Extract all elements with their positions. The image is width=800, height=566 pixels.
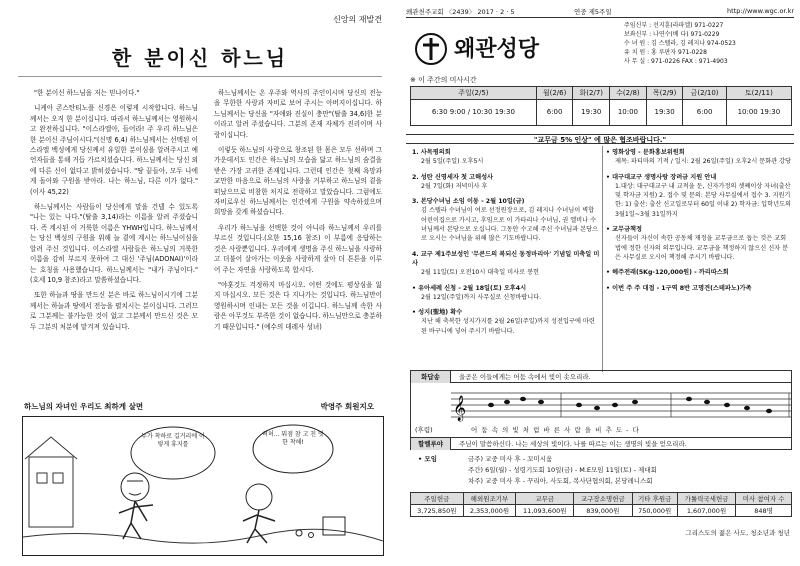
article-column-1 — [30, 88, 198, 388]
paragraph: 이렇듯 하느님의 사랑으로 창조된 한 몸은 모두 선하며 그 가운데서도 인간은 하느님의 모습을 닮고 하느님의 숨결을 받은 가장 고귀한 존재입니다. 그런데 인간은 첫째 욕망과 교만한 마음으로 하느님의 사랑을 거부하고 하느님의 곁을 떠났으므로 비참한 처지로 전락하고 말았습니다. 그럼에도 자비로우신 하느님께서는 인간에게 구원을 약속하셨으며 희망을 갖게 하셨습니다. — [214, 146, 382, 217]
cartoon-title: 하느님의 자녀인 우리도 최하게 살면 — [24, 402, 144, 411]
schedule-header: 주일(2/5) — [411, 87, 537, 100]
info-line: 유 치 원 : 홍 루판자 971-0228 — [624, 49, 707, 56]
news-item: • 이번 주 주 대접 - 1구역 8반 고명견(스테파노)가족 — [606, 284, 752, 292]
offering-value: 1,607,000원 — [677, 505, 735, 517]
schedule-cell: 19:30 — [646, 100, 683, 126]
masthead-bar — [406, 6, 794, 18]
schedule-cell: 19:30 — [573, 100, 610, 126]
offering-value: 839,000원 — [574, 505, 632, 517]
alleluia-label: 할렐루야 — [411, 438, 451, 450]
news-item: 3. 본당수녀님 소임 이동 - 2월 10일(금) 김 스텔라 수녀님이 여로 선정원장으로, 김 레지나 수녀님이 벽합어린이집으로 가시고, 후임으로 이 가타리나 수녀님, 권 엘비나 수녀님께서 본당으로 오십니다. 그동안 수고해 주신 수녀님과 본당으로 오시는 수녀님을 위해 많은 기도바랍니다. — [412, 198, 599, 243]
psalm-text: 울곧은 이들에게는 어둠 속에서 빛이 솟으리라. — [459, 373, 591, 381]
offering-value: 2,353,000원 — [463, 505, 516, 517]
offering-value: 3,725,850원 — [411, 505, 464, 517]
info-line: 사 무 실 : 971-0226 FAX : 971-4903 — [624, 58, 728, 65]
mass-schedule-table — [410, 86, 792, 126]
contact-info — [624, 21, 794, 66]
offering-value: 848명 — [736, 505, 792, 517]
news-item: 4. 교구 제1주보성인 '무콘드의 복되신 동정마리아' 기념일 미축일 미사 2월 11일(토) 오전10시 대축일 미사로 봉헌 — [412, 250, 600, 277]
schedule-cell: 6:00 — [536, 100, 573, 126]
meeting-row: 주간) 6일(월) - 성령기도회 10일(금) - M.E모임 11일(토) - 제대회 — [468, 466, 657, 474]
schedule-label: ※ 이 주간의 미사시간 — [410, 76, 477, 84]
offering-header: 미사 참여자 수 — [736, 493, 792, 505]
paragraph: 하느님께서는 사람들이 당신에게 말을 건넬 수 있도록 "나는 있는 나다."(탈출 3,14)라는 이름을 알려 주셨습니다. 즉 계시된 이 거룩한 이름은 YHWH입니다. 하느님께서는 당신 백성의 구원을 위해 늘 곁에 계시는 하느님이심을 알려 주신 것입니다. 이스라엘 사람들은 하느님의 거룩한 이름을 감히 부르지 못하여 그 대신 '주님(ADONAI)'이라는 호칭을 사용했습니다. 하느님께서는 "내가 주님이다."(호세 10,9 참조)라고 말씀하셨습니다. — [30, 203, 198, 284]
offering-header: 교무금 — [516, 493, 574, 505]
offering-header: 교구장소명헌금 — [574, 493, 632, 505]
cartoon-header — [16, 400, 388, 414]
paragraph: 하느님께서는 온 우주와 역사의 주인이시며 당신의 전능을 무한한 사랑과 자비로 보여 주시는 아버지이십니다. 하느님께서는 당신을 "자애와 진실이 충만"(탈출 34,6)한 분이라고 알려 주셨습니다. 그분의 존재 자체가 진리이며 사랑이십니다. — [214, 89, 382, 139]
news-item: 2. 성탄 신영세자 첫 고해성사 2월 7일(화) 저녁미사 후 — [412, 173, 494, 190]
church-name: 왜관성당 — [454, 37, 540, 62]
offering-value: 11,093,600원 — [516, 505, 574, 517]
offering-header: 기타 후원금 — [632, 493, 677, 505]
schedule-header: 목(2/9) — [646, 87, 683, 100]
meetings-label: • 모임 — [418, 455, 437, 463]
article-title: 한 분이신 하느님 — [111, 46, 289, 70]
article-column-2 — [214, 88, 382, 388]
news-item: • 영화상영 - 문화홍보위원회 제목: 파티마의 기적 / 일시: 2월 26일(주일) 오후2시 문화관 강당 — [606, 149, 792, 166]
news-item: • 헤주전래(5Kg-120,000원) - 까리따스회 — [606, 269, 729, 277]
paragraph: 우리가 하느님을 선택한 것이 아니라 하느님께서 우리를 부르신 것입니다.(요한 15,16 참조) 이 부름에 응답하는 것은 사랑뿐입니다. 우리에게 생명을 주신 하느님을 사랑하고 더불어 살아가는 이웃을 사랑하게 살아 더 튼튼을 이루어 주는 자연을 사랑하도록 합시다. — [214, 223, 382, 274]
left-page — [8, 8, 392, 560]
refrain-mark: (후렴) — [415, 426, 433, 434]
schedule-header: 화(2/7) — [573, 87, 610, 100]
liturgical-day: 연중 제5주일 — [574, 8, 612, 16]
schedule-cell: 10:00 — [610, 100, 647, 126]
news-column-left — [412, 148, 600, 368]
lyrics: 어 둠 속 의 빛 처 럼 바 른 사 람 을 비 추 도 - 다 — [471, 426, 640, 434]
news-item: • 성지(聖地) 확수 지난 해 축복한 성지가지를 2월 26일(주일)까지 성전입구에 마련된 바구니에 넣어 주시기 바랍니다. — [412, 309, 595, 335]
psalm-label: 화답송 — [411, 371, 451, 383]
right-page — [406, 6, 794, 560]
column-divider — [602, 146, 603, 372]
speech-bubble-2: 허허... 뭐점 참 고 친 멋한 착해! — [262, 431, 324, 446]
church-logo-icon — [414, 32, 448, 66]
website-link[interactable]: http://www.wgc.or.kr — [727, 7, 794, 15]
schedule-header: 수(2/8) — [610, 87, 647, 100]
cartoon-byline: 박영주 회원지오 — [320, 402, 374, 411]
news-item: • 유아세례 신청 - 2월 18일(토) 오후4시 2월 12일(주일)까지 사무실로 신청바랍니다. — [412, 284, 542, 301]
alleluia-row — [411, 437, 791, 449]
cartoon-panel — [22, 416, 384, 556]
schedule-header: 토(2/11) — [726, 87, 791, 100]
svg-text:𝄞: 𝄞 — [453, 396, 467, 421]
paragraph: 또한 하늘과 땅을 만드신 분은 바로 하느님이시기에 그분께서는 하늘과 땅에서 전능을 펼치시는 분이십니다. 그러므로 그분께는 불가능한 것이 없고 그분께서 만드신 것은 모두 그분의 처분에 맡겨져 있습니다. — [30, 291, 198, 331]
info-line: 보좌신부 : 나연수(베 다) 971-0229 — [624, 31, 720, 38]
meeting-row: 차주) 교중 미사 후 - 꾸리아, 사도회, 복사단협의회, 본당레니스회 — [468, 477, 653, 485]
paragraph: 니케아 콘스탄티노플 신경은 이렇게 시작합니다. 하느님께서는 오직 한 분이십니다. 따라서 하느님께서는 영원하시고 완전하십니다. "이스라엘아, 들어라! 주 우리 하느님은 한 분이신 주님이시다."(신명 6,4) 하느님께서는 선택된 이스라엘 백성에게 당신께서 유일한 분이심을 알려주시고 예언자들을 통해 거듭 가르치셨습니다. 하느님께서는 당신 외에 다른 신이 없다고 밝히셨습니다. "땅 끝들아, 모두 나에게 돌아와 구원을 받아라. 나는 하느님, 다른 이가 없다."(이사 45,22) — [30, 104, 198, 196]
offering-header: 해외원조기부 — [463, 493, 516, 505]
news-item: 1. 사목평의회 2월 5일(주일) 오후5시 — [412, 149, 484, 166]
alleluia-text: 주님이 말씀하신다. 나는 세상의 빛이다. 나를 따르는 이는 생명의 빛을 얻으리라. — [459, 440, 687, 448]
schedule-header: 월(2/6) — [536, 87, 573, 100]
meeting-row: 금주) 교중 미사 후 - 꼬미시움 — [468, 455, 553, 463]
paragraph: "한 분이신 하느님을 저는 믿나이다." — [33, 89, 140, 97]
offering-value: 750,000원 — [632, 505, 677, 517]
offering-table — [410, 492, 792, 517]
psalm-box — [410, 370, 792, 450]
info-line: 주임신부 : 선지훈(라파엘) 971-0227 — [624, 22, 724, 29]
offering-header: 주일헌금 — [411, 493, 464, 505]
news-item: • 대구대교구 생명사랑 장려금 지원 안내 1.대상: 대구대교구 내 교적을 둔, 신자가정의 셋째이상 자녀(출산 및 학자금 지원) 2. 접수 및 문의: 본당 사무실에서 접수 3. 지원기한: 1) 출산: 출산 신고일로부터 60일 이내 2) 학자금: 입학년도의 3월1일~3월 31일까지 — [606, 173, 792, 218]
news-item: • 교무금책정 신자들이 자신이 속한 공동체 재정을 교무금으로 돕는 것은 교회법에 정한 신자의 의무입니다. 교무금을 책정하지 않으신 신자 분은 사무실로 오시어 책정해 주시기 바랍니다. — [606, 226, 789, 261]
title-divider — [18, 76, 382, 77]
schedule-cell: 10:00 19:30 — [726, 100, 791, 126]
issue-info: 왜관천주교회 〈2439〉 2017 · 2 · 5 — [406, 8, 515, 16]
offering-header: 가톨릭국세헌금 — [677, 493, 735, 505]
speech-bubble-1: 누가 착하로 길거리에 이렇게 휴지를 — [141, 433, 205, 448]
column-tag: 신앙의 재발견 — [333, 15, 382, 24]
psalm-row — [411, 371, 791, 383]
schedule-cell: 6:00 — [683, 100, 726, 126]
footer-motto: 그리스도의 젊은 사도, 청소년과 청년 — [685, 529, 790, 537]
news-column-right — [606, 148, 792, 368]
notice-banner: "교무금 5% 인상" 에 많은 협조바랍니다." — [406, 134, 794, 144]
schedule-header: 금(2/10) — [683, 87, 726, 100]
info-line: 수 녀 원 : 김 스텔라, 김 레지나 974-0523 — [624, 40, 736, 47]
paragraph: "야훗것도 걱정하지 마십시오. 어떤 것에도 평상심을 잃지 마십시오. 모든 것은 다 지나가는 것입니다. 하느님만이 영원하시며 인내는 모든 것을 이깁니다. 하느님께 속한 사람은 아무것도 부족한 것이 없습니다. 하느님만으로 충분하기 때문입니다." (예수의 데레사 성녀) — [214, 280, 382, 331]
schedule-cell: 6:30 9:00 / 10:30 19:30 — [411, 100, 537, 126]
